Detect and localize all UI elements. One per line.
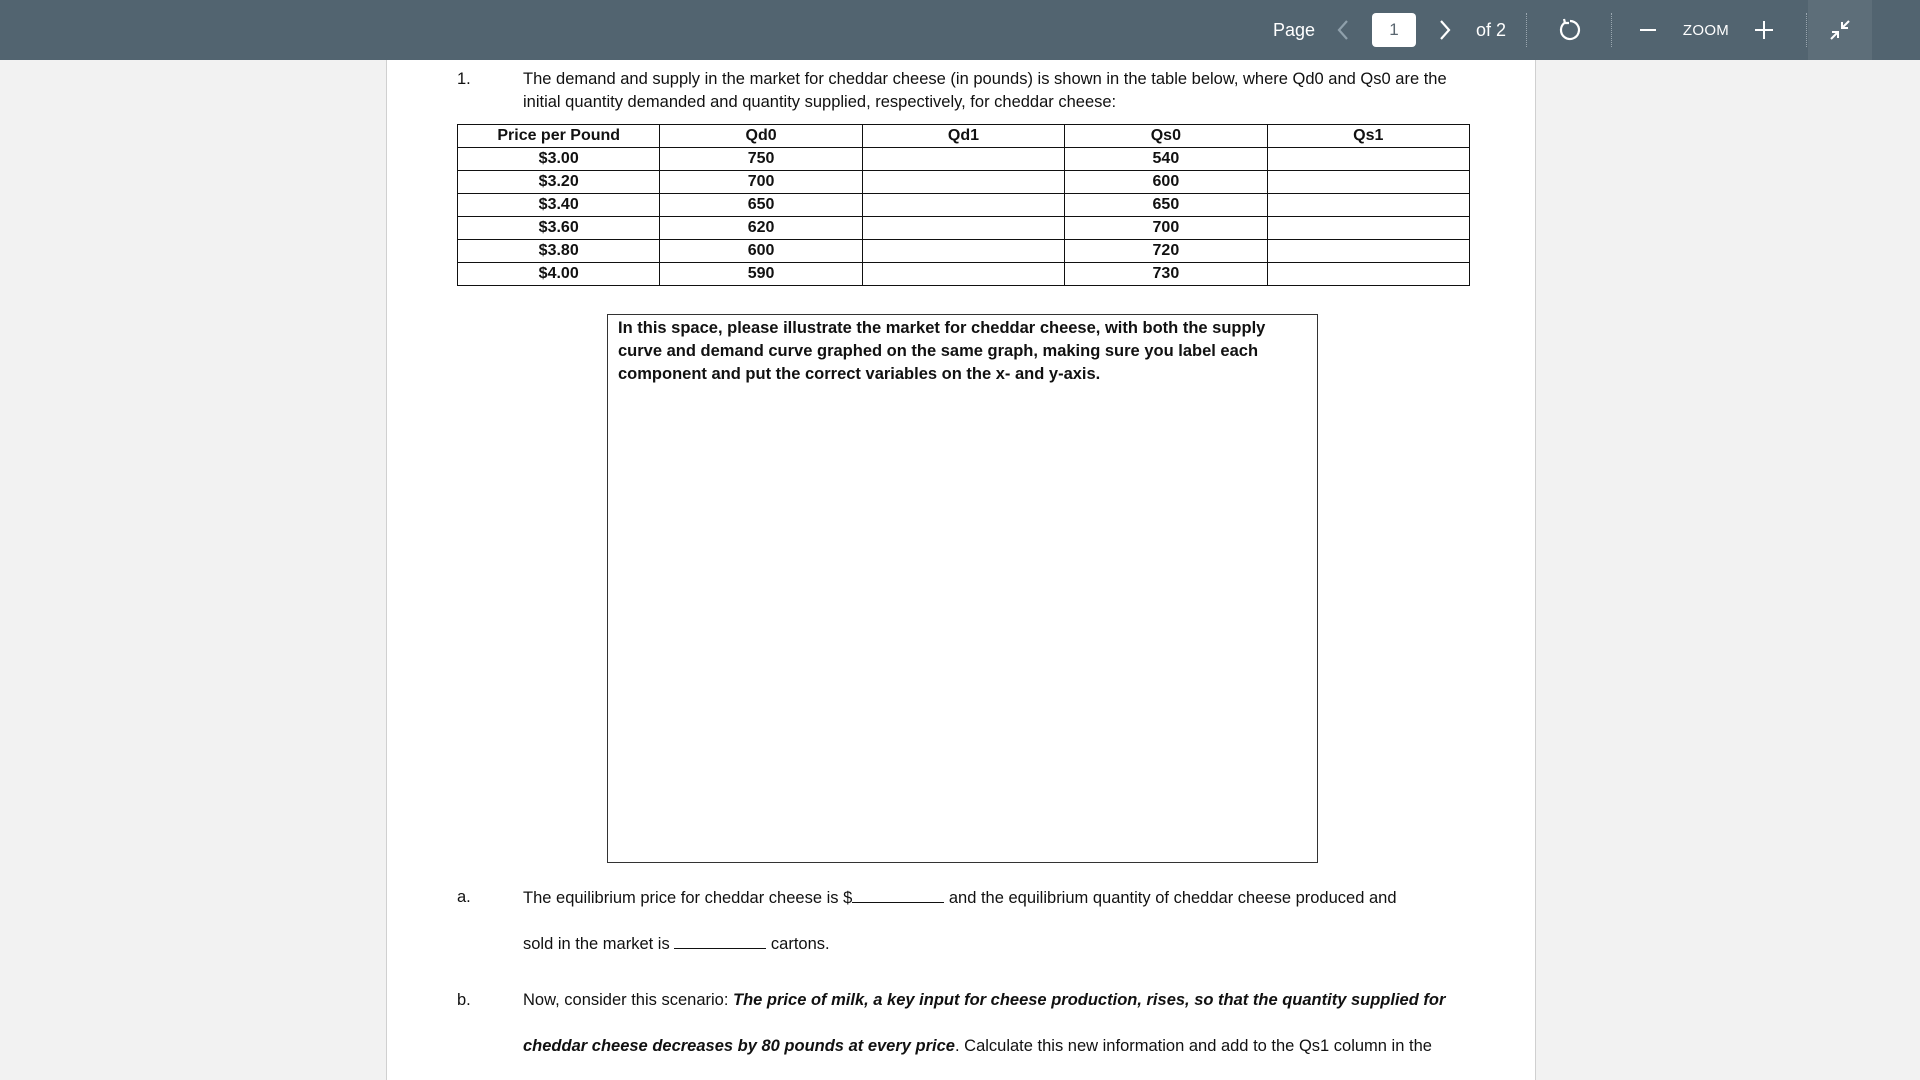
plus-icon — [1753, 19, 1775, 41]
cell-price: $3.40 — [458, 194, 660, 217]
cell-qs0: 700 — [1065, 217, 1267, 240]
cell-qd0: 600 — [660, 240, 862, 263]
table-row — [458, 240, 1470, 263]
prev-page-button[interactable] — [1326, 0, 1360, 60]
page-label: Page — [1272, 19, 1316, 40]
part-a-label: a. — [457, 888, 471, 906]
cell-qs1 — [1267, 217, 1469, 240]
part-b-text-1: Now, consider this scenario: — [523, 991, 734, 1009]
cell-qs1 — [1267, 148, 1469, 171]
minus-icon — [1638, 20, 1658, 40]
rotate-button[interactable] — [1551, 0, 1589, 60]
toolbar-divider — [1611, 13, 1612, 47]
equilibrium-quantity-blank — [674, 932, 766, 949]
document-page — [386, 60, 1536, 1080]
cell-qs1 — [1267, 263, 1469, 286]
graph-instruction: In this space, please illustrate the market for cheddar cheese, with both the supply curve and demand curve graphed on the same graph, making sure you label each component and put the correct variables on the x- and y-axis. — [618, 319, 1266, 383]
header-qd1: Qd1 — [862, 125, 1064, 148]
cell-qd0: 590 — [660, 263, 862, 286]
header-qs0: Qs0 — [1065, 125, 1267, 148]
header-qd0: Qd0 — [660, 125, 862, 148]
table-row — [458, 148, 1470, 171]
toolbar-divider — [1806, 13, 1807, 47]
cell-qs1 — [1267, 240, 1469, 263]
cell-qd1 — [862, 148, 1064, 171]
page-number-field[interactable] — [1371, 0, 1417, 60]
part-a-text-2: and the equilibrium quantity of cheddar cheese produced and — [944, 889, 1397, 907]
next-page-button[interactable] — [1428, 0, 1462, 60]
cell-qd1 — [862, 240, 1064, 263]
zoom-in-button[interactable] — [1746, 0, 1782, 60]
part-b-scenario-2: cheddar cheese decreases by 80 pounds at every price — [523, 1037, 955, 1055]
cell-qd0: 620 — [660, 217, 862, 240]
cell-price: $3.80 — [458, 240, 660, 263]
table-row — [458, 263, 1470, 286]
cell-qd0: 700 — [660, 171, 862, 194]
graph-drawing-area — [607, 314, 1318, 863]
part-b-label: b. — [457, 991, 471, 1009]
cell-qs0: 650 — [1065, 194, 1267, 217]
page-number-input[interactable] — [1372, 13, 1416, 47]
viewer-toolbar — [0, 0, 1920, 60]
exit-fullscreen-button[interactable] — [1808, 0, 1872, 60]
cell-qs1 — [1267, 171, 1469, 194]
table-row — [458, 171, 1470, 194]
cell-qd1 — [862, 171, 1064, 194]
page-count-label: of 2 — [1475, 19, 1507, 40]
cell-qs1 — [1267, 194, 1469, 217]
part-a-line-2 — [523, 932, 830, 956]
cell-price: $3.20 — [458, 171, 660, 194]
cell-qs0: 600 — [1065, 171, 1267, 194]
cell-price: $3.00 — [458, 148, 660, 171]
equilibrium-price-blank — [852, 886, 944, 903]
header-qs1: Qs1 — [1267, 125, 1469, 148]
chevron-left-icon — [1336, 19, 1350, 41]
table-row — [458, 217, 1470, 240]
collapse-arrows-icon — [1828, 18, 1852, 42]
part-b-line-2 — [523, 1035, 1432, 1058]
table-row — [458, 194, 1470, 217]
supply-demand-table — [457, 124, 1470, 286]
cell-qd1 — [862, 194, 1064, 217]
cell-price: $3.60 — [458, 217, 660, 240]
cell-qd0: 750 — [660, 148, 862, 171]
part-b-line-1 — [523, 989, 1445, 1012]
cell-qd1 — [862, 217, 1064, 240]
cell-qs0: 720 — [1065, 240, 1267, 263]
part-a-text-1: The equilibrium price for cheddar cheese is $ — [523, 889, 853, 907]
part-a-text-4: cartons. — [766, 935, 830, 953]
question-number: 1. — [457, 70, 471, 88]
cell-qs0: 730 — [1065, 263, 1267, 286]
part-b-text-4: . Calculate this new information and add to the Qs1 column in the — [954, 1037, 1432, 1055]
table-header-row — [458, 125, 1470, 148]
part-a-line-1 — [523, 886, 1397, 910]
header-price: Price per Pound — [458, 125, 660, 148]
rotate-icon — [1557, 17, 1583, 43]
part-b-scenario-1: The price of milk, a key input for cheese production, rises, so that the quantity supplied for — [733, 991, 1446, 1009]
cell-qd1 — [862, 263, 1064, 286]
question-text: The demand and supply in the market for cheddar cheese (in pounds) is shown in the table below, where Qd0 and Qs0 are the initial quantity demanded and quantity supplied, respectively, for cheddar cheese: — [523, 70, 1447, 111]
zoom-label: ZOOM — [1682, 21, 1730, 39]
zoom-out-button[interactable] — [1630, 0, 1666, 60]
chevron-right-icon — [1438, 19, 1452, 41]
cell-price: $4.00 — [458, 263, 660, 286]
part-a-text-3: sold in the market is — [523, 935, 675, 953]
cell-qd0: 650 — [660, 194, 862, 217]
cell-qs0: 540 — [1065, 148, 1267, 171]
toolbar-divider — [1526, 13, 1527, 47]
